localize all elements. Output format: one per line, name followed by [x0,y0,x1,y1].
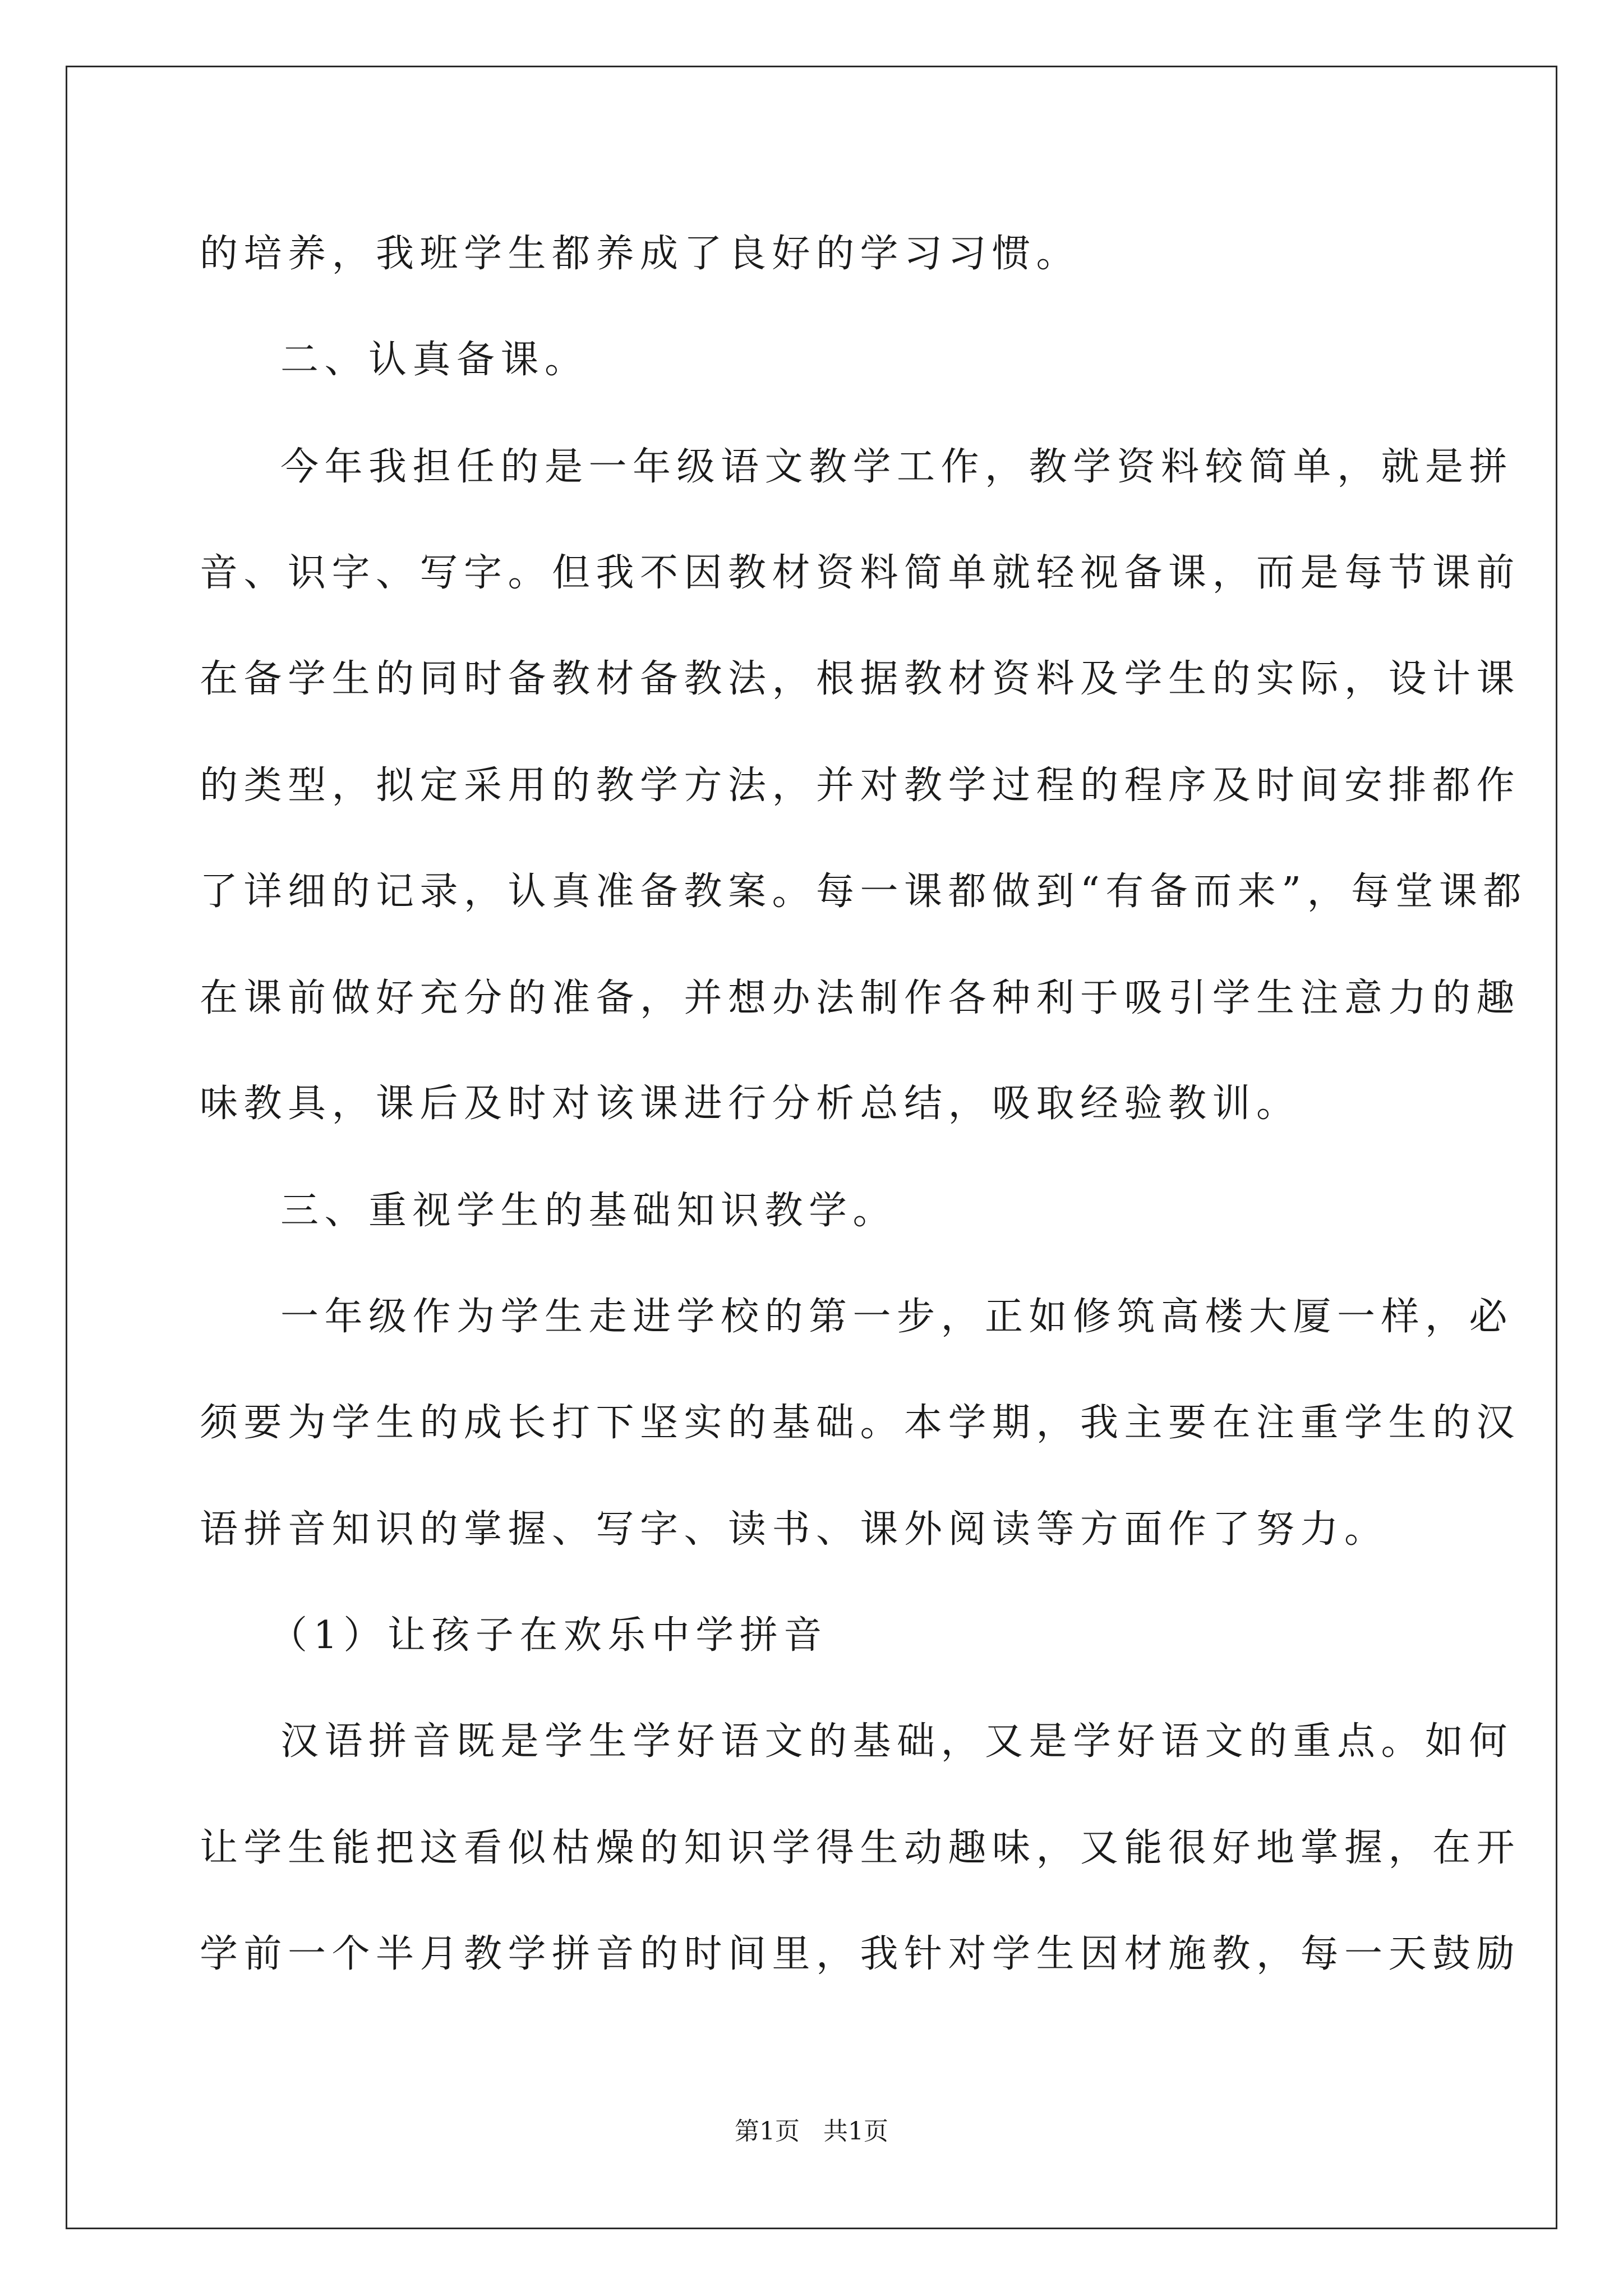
text-line: 在课前做好充分的准备，并想办法制作各种利于吸引学生注意力的趣 [200,976,1521,1020]
text-line: 的类型，拟定采用的教学方法，并对教学过程的程序及时间安排都作 [200,763,1521,808]
text-line: 须要为学生的成长打下坚实的基础。本学期，我主要在注重学生的汉 [200,1401,1521,1445]
page-number-footer: 第1页 共1页 [735,2117,888,2146]
paragraph-first-line: 汉语拼音既是学生学好语文的基础，又是学好语文的重点。如何 [280,1719,1514,1764]
section-heading: 二、认真备课。 [280,338,589,382]
page-border [66,66,1557,2229]
text-line: 的培养，我班学生都养成了良好的学习习惯。 [200,232,1081,276]
text-line: 学前一个半月教学拼音的时间里，我针对学生因材施教，每一天鼓励 [200,1932,1521,1976]
text-line: 味教具，课后及时对该课进行分析总结，吸取经验教训。 [200,1082,1301,1126]
subsection-heading: （1）让孩子在欢乐中学拼音 [269,1613,828,1658]
text-line: 在备学生的同时备教材备教法，根据教材资料及学生的实际，设计课 [200,657,1521,701]
text-line: 语拼音知识的掌握、写字、读书、课外阅读等方面作了努力。 [200,1507,1389,1552]
paragraph-first-line: 今年我担任的是一年级语文教学工作，教学资料较简单，就是拼 [280,445,1514,489]
text-line: 让学生能把这看似枯燥的知识学得生动趣味，又能很好地掌握，在开 [200,1826,1521,1870]
text-line: 了详细的记录，认真准备教案。每一课都做到“有备而来”，每堂课都 [200,869,1528,914]
section-heading: 三、重视学生的基础知识教学。 [280,1189,897,1233]
text-line: 音、识字、写字。但我不因教材资料简单就轻视备课，而是每节课前 [200,551,1521,595]
paragraph-first-line: 一年级作为学生走进学校的第一步，正如修筑高楼大厦一样，必 [280,1295,1514,1339]
